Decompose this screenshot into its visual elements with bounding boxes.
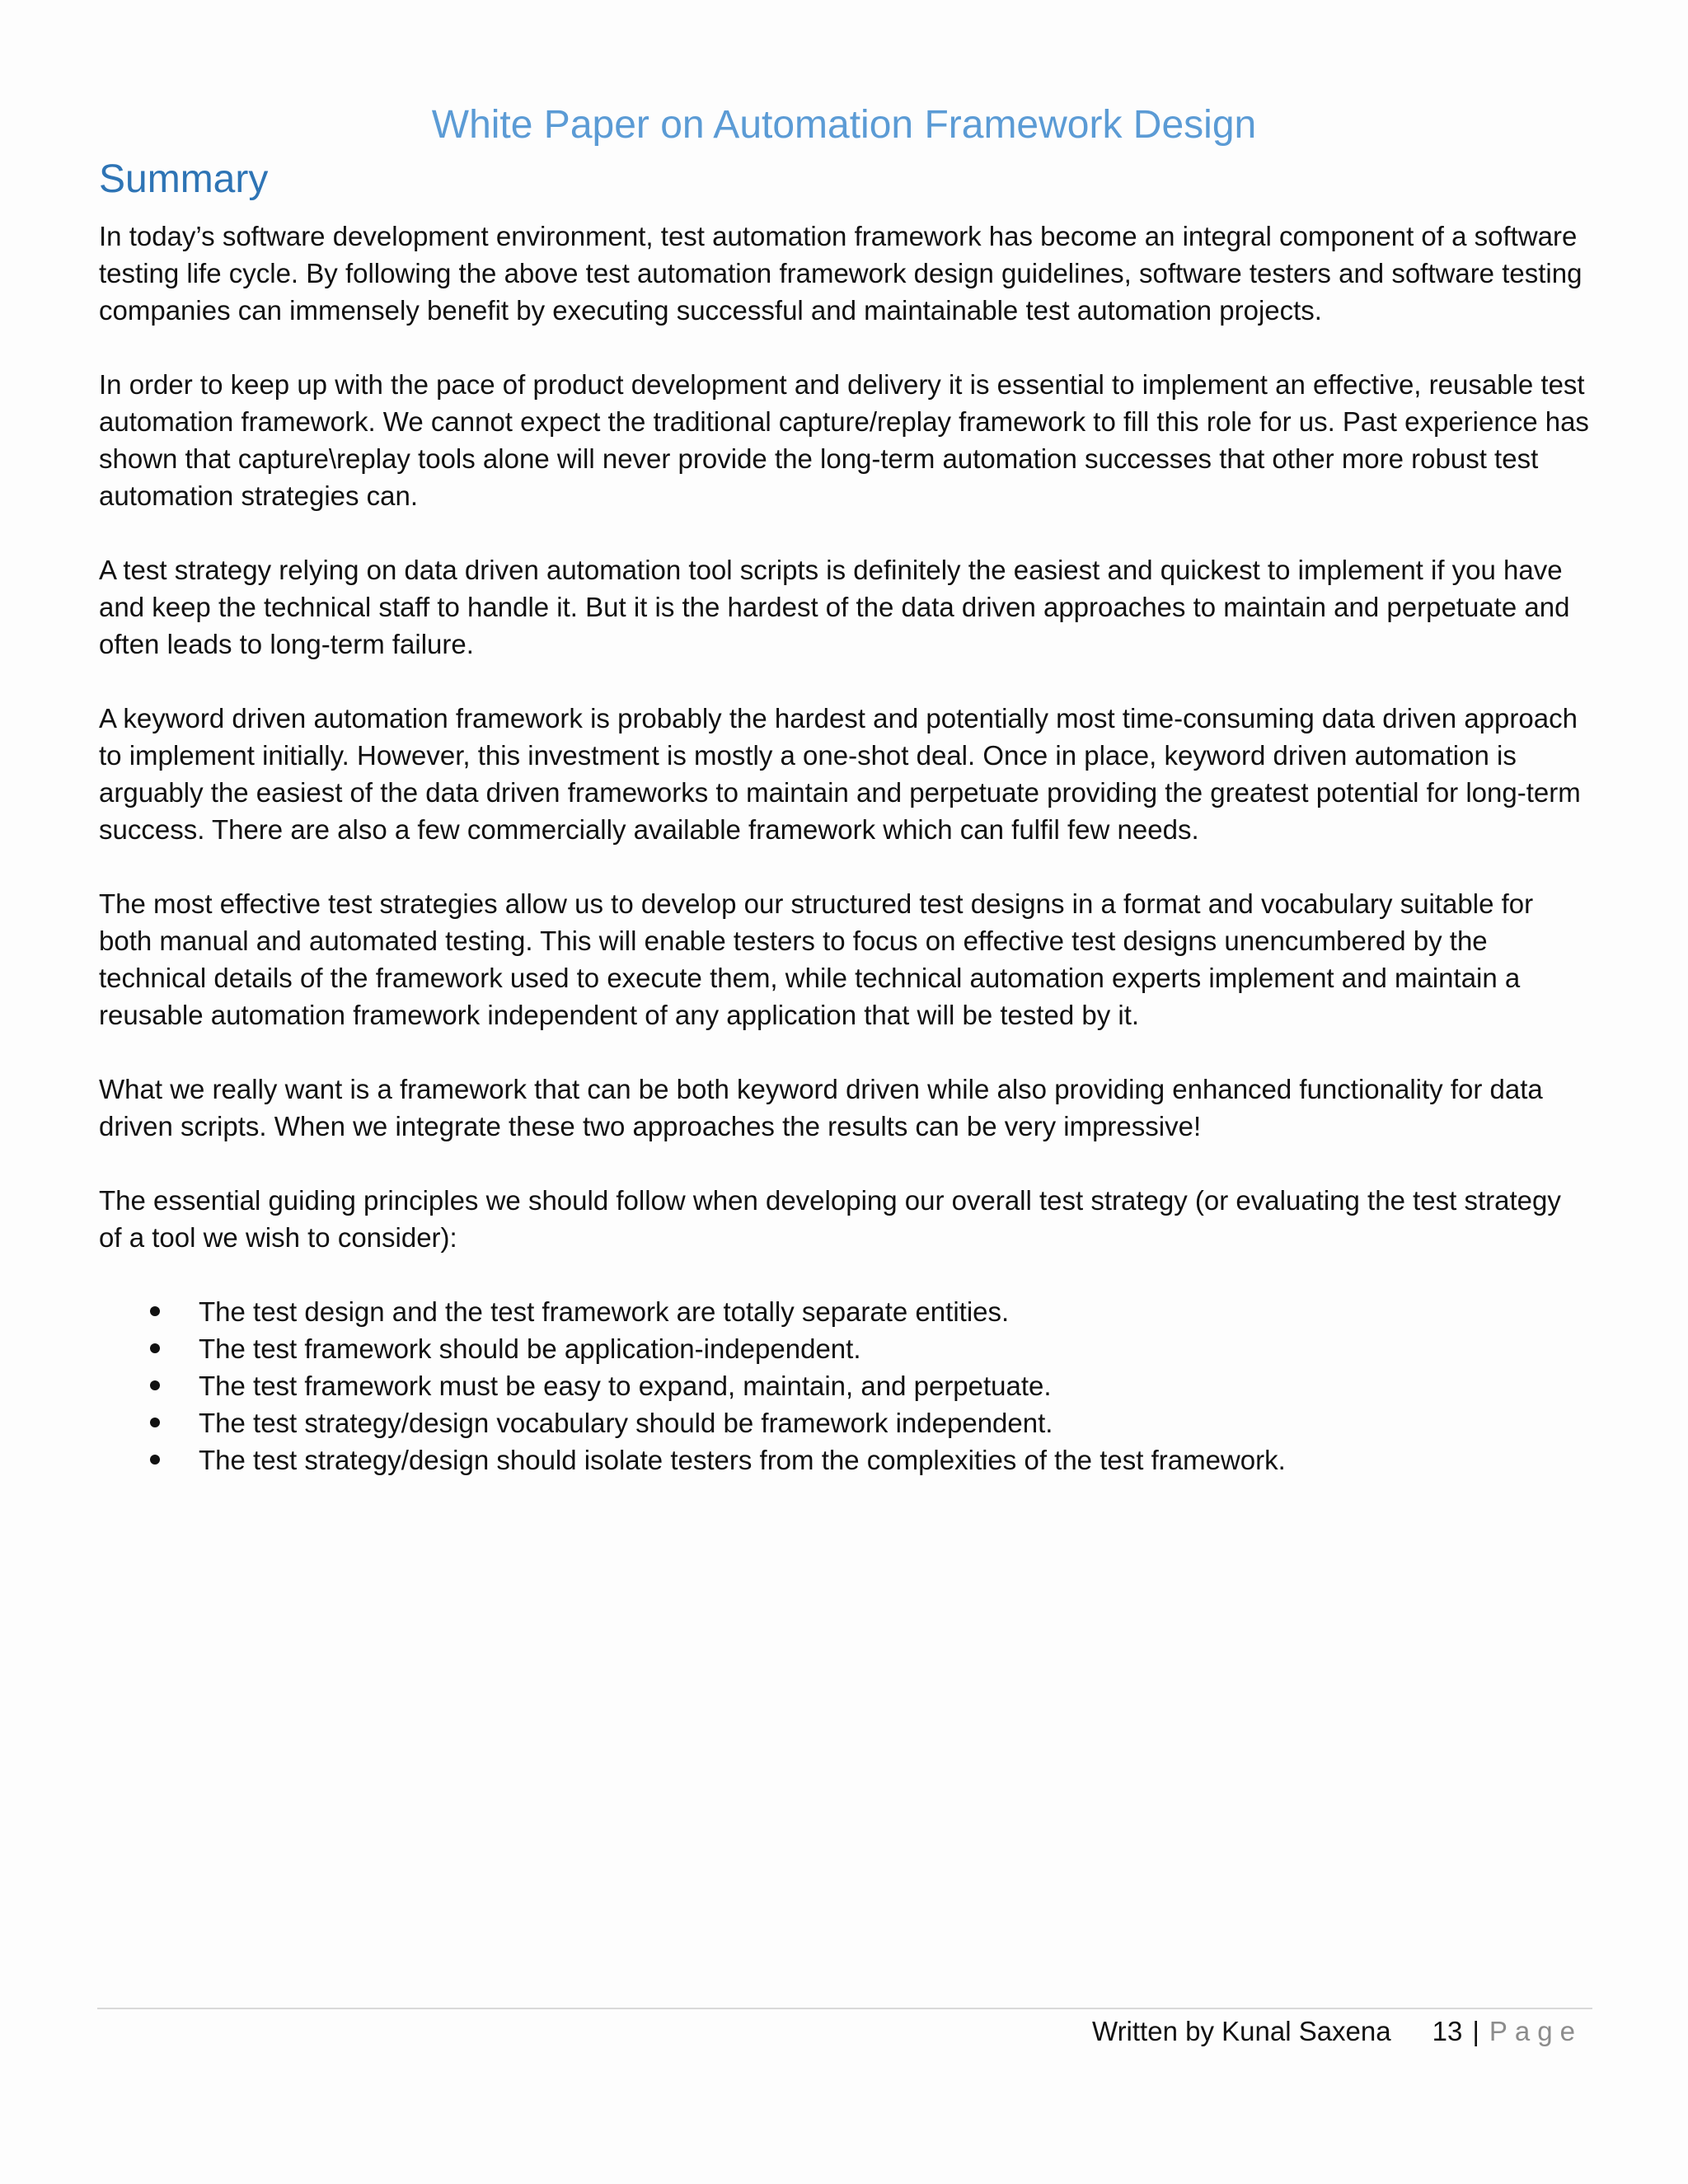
list-item-text: The test design and the test framework are totally separate entities. (199, 1296, 1010, 1327)
page-footer (1092, 2013, 1582, 2050)
list-item (99, 1330, 1589, 1367)
list-item-text: The test strategy/design vocabulary should be framework independent. (199, 1408, 1053, 1438)
paragraph-4: A keyword driven automation framework is probably the hardest and potentially most time-consuming data driven approach to implement initially. However, this investment is mostly a one-shot deal. Once in place, keyword driven automation is arguably the easiest of the data driven frameworks to maintain and perpetuate providing the greatest potential for long-term success. There are also a few commercially available framework which can fulfil few needs. (99, 703, 1581, 845)
paragraph-7: The essential guiding principles we should follow when developing our overall test strategy (or evaluating the test strategy of a tool we wish to consider): (99, 1185, 1561, 1253)
list-item-text: The test framework must be easy to expand, maintain, and perpetuate. (199, 1371, 1052, 1401)
page-number: 13 (1432, 2016, 1463, 2046)
paragraph-6: What we really want is a framework that can be both keyword driven while also providing enhanced functionality for data driven scripts. When we integrate these two approaches the results can be very impressive! (99, 1074, 1543, 1141)
list-item-text: The test strategy/design should isolate testers from the complexities of the test framework. (199, 1445, 1286, 1475)
paragraph-1: In today’s software development environment, test automation framework has become an integral component of a software testing life cycle. By following the above test automation framework design guidelines, software testers and software testing companies can immensely benefit by executing successful and maintainable test automation projects. (99, 221, 1582, 326)
list-item (99, 1293, 1589, 1330)
summary-body (99, 218, 1589, 1479)
list-item-text: The test framework should be application-independent. (199, 1333, 861, 1364)
list-item (99, 1441, 1589, 1479)
paragraph-5: The most effective test strategies allow us to develop our structured test designs in a format and vocabulary suitable for both manual and automated testing. This will enable testers to focus on effective test designs unencumbered by the technical details of the framework used to execute them, while technical automation experts implement and maintain a reusable automation framework independent of any application that will be tested by it. (99, 888, 1534, 1030)
list-item (99, 1404, 1589, 1441)
page-label: Page (1489, 2016, 1582, 2046)
paragraph-2: In order to keep up with the pace of product development and delivery it is essential to implement an effective, reusable test automation framework. We cannot expect the traditional capture/replay framework to fill this role for us. Past experience has shown that capture\replay tools alone will never provide the long-term automation successes that other more robust test automation strategies can. (99, 369, 1589, 511)
document-title: White Paper on Automation Framework Design (431, 103, 1257, 147)
bullet-icon (150, 1343, 160, 1353)
paragraph-3: A test strategy relying on data driven automation tool scripts is definitely the easiest and quickest to implement if you have and keep the technical staff to handle it. But it is the hardest of the data driven approaches to maintain and perpetuate and often leads to long-term failure. (99, 555, 1570, 659)
bullet-icon (150, 1306, 160, 1316)
guiding-principles-list (99, 1293, 1589, 1479)
list-item (99, 1367, 1589, 1404)
footer-separator: | (1472, 2016, 1479, 2046)
footer-author: Written by Kunal Saxena (1092, 2016, 1391, 2046)
bullet-icon (150, 1380, 160, 1390)
bullet-icon (150, 1418, 160, 1427)
section-heading-summary: Summary (99, 157, 269, 201)
footer-divider (97, 2008, 1592, 2009)
bullet-icon (150, 1455, 160, 1465)
